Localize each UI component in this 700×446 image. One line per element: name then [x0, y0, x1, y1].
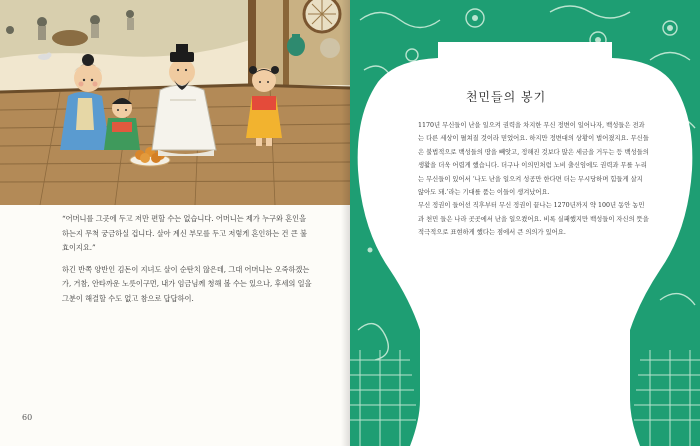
article-title: 천민들의 봉기: [465, 90, 547, 104]
page-number: 60: [22, 413, 33, 422]
article-body: [418, 119, 650, 240]
article-paragraph-1: 1170년 무신들이 난을 일으켜 권력을 차지한 무신 정변이 일어나자, 백성들은 전과는 다른 세상이 펼쳐질 것이라 믿었어요. 하지만 정변대의 상황이 벌어졌지요. 무신들은 불법적으로 백성들의 땅을 빼앗고, 정해진 것보다 많은 세금을 거두는 등 백성들의 생활을 더욱 어렵게 했습니다. 더구나 이의민처럼 노비 출신임에도 권력과 무를 누리는 무신들이 있어서 ‘나도 난을 일으켜 성공만 한다면 더는 무시당하며 힘들게 살지 않아도 돼.’라는 기대를 품는 이들이 생겨났어요.: [418, 122, 649, 197]
narration-paragraph: 하긴 반쪽 양반인 김돈이 지녀도 살이 순탄치 않은데, 그대 어머니는 오죽하겠는가, 거참, 안타까운 노릇이구먼, 내가 임금님께 청해 볼 수는 있으나, 후세의 일을 그분이 해결할 수도 없고 참으로 답답하이.: [62, 264, 312, 303]
distant-field: [0, 0, 250, 58]
left-page-text: [62, 212, 312, 314]
dialogue-paragraph: “어머니를 그곳에 두고 저만 편할 수는 없습니다. 어머니는 제가 누구와 혼인을 하는지 무척 궁금하실 겁니다. 살아 계신 부모를 두고 저렇게 혼인하는 건 큰 불효이지요.”: [62, 214, 307, 253]
book-gutter-shadow: [341, 0, 350, 446]
story-illustration: [0, 0, 350, 205]
article-paragraph-2: 무신 정권이 들어선 직후부터 무신 정권이 끝나는 1270년까지 약 100년 동안 농민과 천민 들은 나라 곳곳에서 난을 일으켰어요. 비록 실패했지만 백성들이 자신의 뜻을 적극적으로 표현하게 했다는 점에서 큰 의의가 있어요.: [418, 202, 649, 237]
